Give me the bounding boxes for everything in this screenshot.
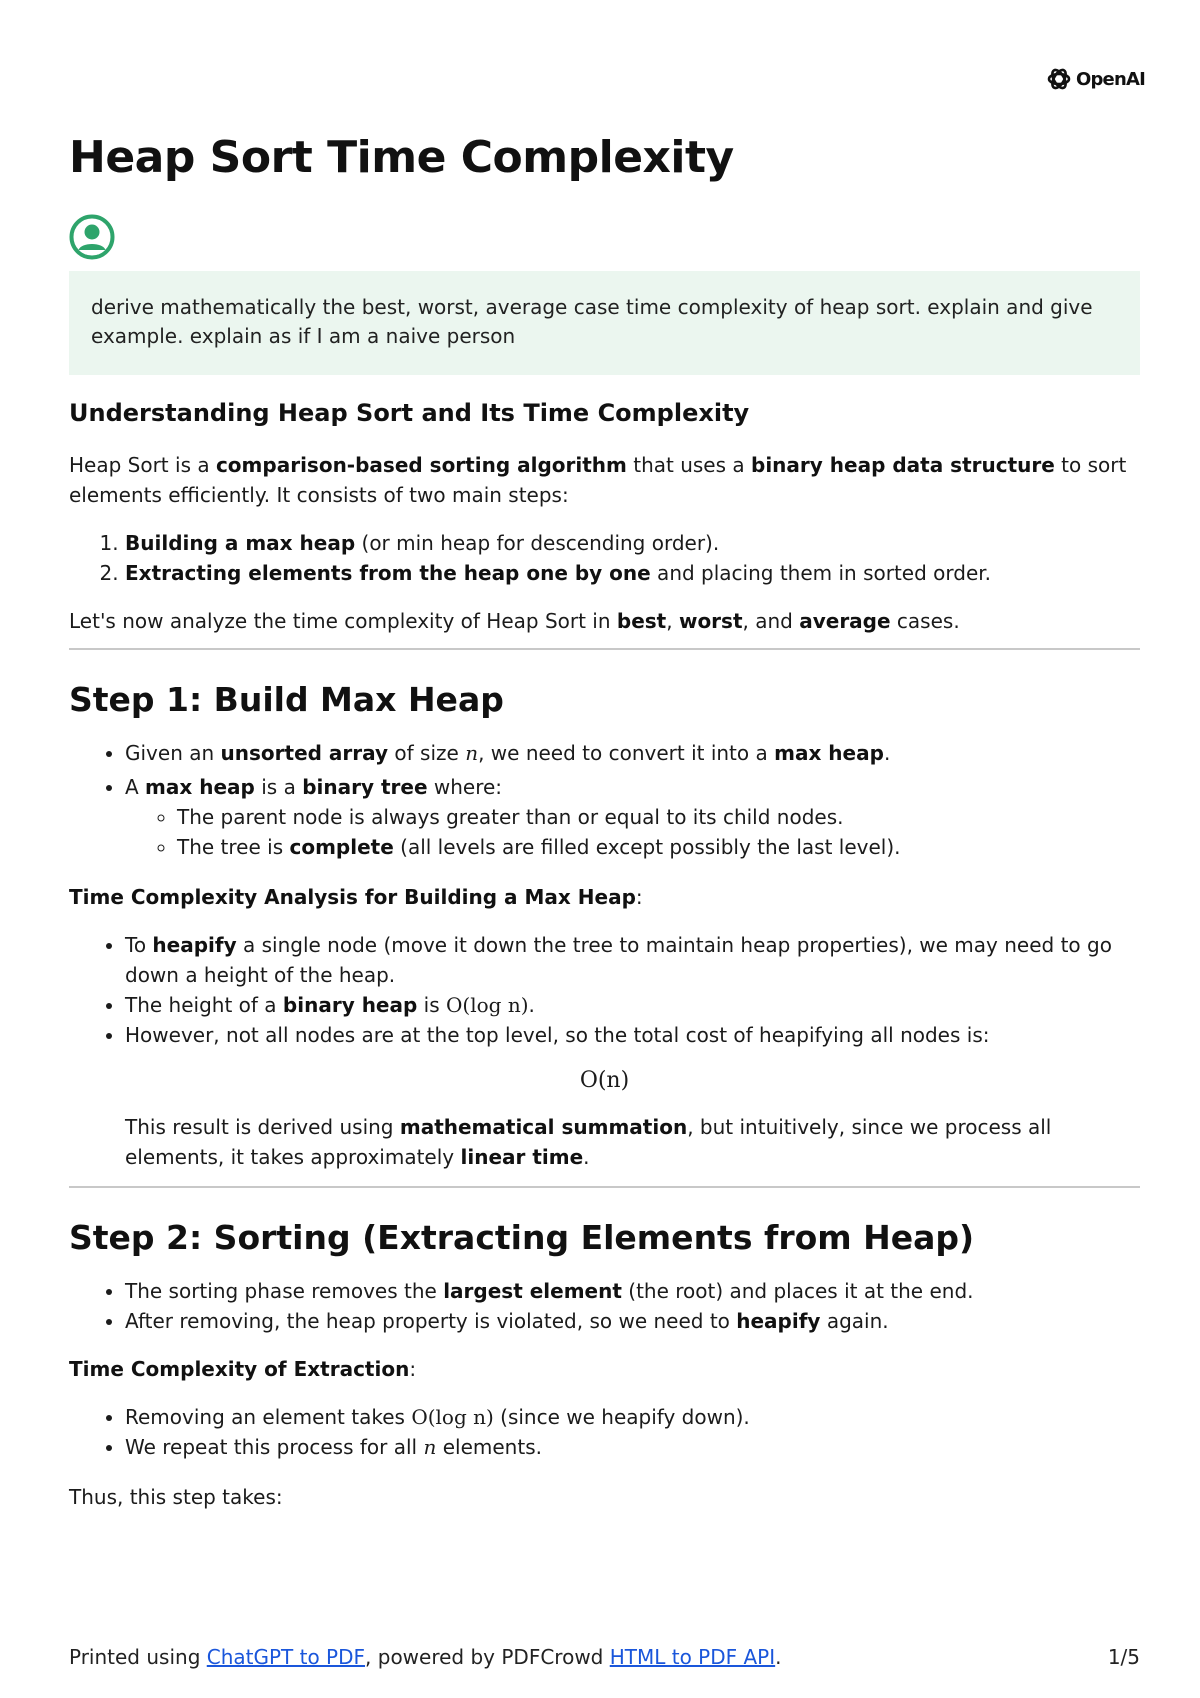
bold-text: comparison-based sorting algorithm [215, 453, 627, 477]
bold-text: heapify [736, 1309, 821, 1333]
text: to sort elements efficiently. It consists of two main steps: [69, 453, 1127, 507]
list-item [177, 802, 1140, 832]
bold-text: worst [678, 609, 743, 633]
bold-text: mathematical summation [399, 1115, 688, 1139]
text: The sorting phase removes the [125, 1279, 444, 1303]
step1-heading: Step 1: Build Max Heap [69, 680, 504, 719]
user-prompt-box [69, 271, 1140, 375]
openai-logo-text: OpenAI [1075, 68, 1145, 90]
math: n [423, 1435, 437, 1459]
openai-logo [1046, 66, 1145, 92]
sub-list [125, 802, 1140, 862]
list-item [125, 930, 1140, 990]
text: of size [388, 741, 466, 765]
intro-paragraph [69, 450, 1140, 510]
bold-text: average [799, 609, 891, 633]
openai-logo-icon [1046, 66, 1072, 92]
text: (or min heap for descending order). [355, 531, 720, 555]
step1-list [69, 738, 1140, 862]
bold-text: max heap [145, 775, 255, 799]
text: . [583, 1145, 590, 1169]
step2-list [69, 1276, 1140, 1336]
math: O(n) [579, 1068, 630, 1093]
text: cases. [890, 609, 960, 633]
text: . [883, 741, 891, 765]
equation [69, 1066, 1140, 1096]
text: and placing them in sorted order. [650, 561, 992, 585]
html-to-pdf-api-link[interactable]: HTML to PDF API [609, 1645, 776, 1669]
analysis-heading [69, 882, 1140, 912]
text: : [409, 1357, 417, 1381]
user-prompt-text: derive mathematically the best, worst, average case time complexity of heap sort. explain and give example. explain as if I am a naive person [91, 295, 1093, 348]
text: . [528, 993, 535, 1017]
text: Given an [125, 741, 221, 765]
user-avatar-icon [69, 214, 115, 260]
extraction-list [69, 1402, 1140, 1462]
text: a single node (move it down the tree to maintain heap properties), we may need to go down a height of the heap. [125, 933, 1112, 987]
text: . [775, 1645, 782, 1669]
text: The parent node is always greater than or equal to its child nodes. [177, 805, 844, 829]
list-item [177, 832, 1140, 862]
bold-text: max heap [774, 741, 884, 765]
extraction-heading [69, 1354, 1140, 1384]
bold-text: complete [289, 835, 394, 859]
text: The height of a [125, 993, 283, 1017]
list-item [125, 1432, 1140, 1462]
text: , [666, 609, 679, 633]
bold-text: unsorted array [220, 741, 389, 765]
text: elements. [436, 1435, 542, 1459]
list-item [125, 990, 1140, 1020]
text: (the root) and places it at the end. [621, 1279, 974, 1303]
text: : [635, 885, 643, 909]
text: We repeat this process for all [125, 1435, 424, 1459]
steps-list [69, 528, 1140, 588]
text: (since we heapify down). [493, 1405, 750, 1429]
text: where: [427, 775, 503, 799]
text: (all levels are filled except possibly the last level). [393, 835, 901, 859]
text: This result is derived using [125, 1115, 400, 1139]
text: A [125, 775, 146, 799]
list-item [125, 1402, 1140, 1432]
analysis-list [69, 930, 1140, 1172]
page-title: Heap Sort Time Complexity [69, 132, 734, 183]
chatgpt-to-pdf-link[interactable]: ChatGPT to PDF [206, 1645, 366, 1669]
bold-text: binary heap data structure [751, 453, 1055, 477]
analysis-intro [69, 606, 1140, 636]
text: that uses a [626, 453, 751, 477]
text: After removing, the heap property is violated, so we need to [125, 1309, 737, 1333]
bold-text: Time Complexity of Extraction [69, 1357, 410, 1381]
bold-text: Building a max heap [125, 531, 356, 555]
list-item [125, 1306, 1140, 1336]
page-footer [69, 1645, 1140, 1669]
divider [69, 648, 1140, 650]
bold-text: heapify [152, 933, 237, 957]
thus-text: Thus, this step takes: [69, 1485, 283, 1509]
list-item [125, 738, 1140, 768]
result-paragraph [125, 1112, 1140, 1172]
list-item [125, 528, 1140, 558]
response-content [69, 396, 1140, 1512]
text: , we need to convert it into a [478, 741, 775, 765]
list-item [125, 1020, 1140, 1172]
divider [69, 1186, 1140, 1188]
footer-credit [69, 1645, 782, 1669]
text: again. [820, 1309, 889, 1333]
bold-text: linear time [460, 1145, 584, 1169]
bold-text: binary heap [282, 993, 418, 1017]
step2-heading: Step 2: Sorting (Extracting Elements from Heap) [69, 1218, 975, 1257]
text: , and [742, 609, 800, 633]
text: Heap Sort is a [69, 453, 216, 477]
text: , powered by PDFCrowd [365, 1645, 610, 1669]
text: However, not all nodes are at the top level, so the total cost of heapifying all nodes is: [125, 1023, 990, 1047]
list-item [125, 772, 1140, 862]
text: To [125, 933, 153, 957]
math: O(log n) [446, 993, 529, 1017]
math: O(log n) [411, 1405, 494, 1429]
bold-text: largest element [443, 1279, 622, 1303]
text: , but intuitively, since we process all elements, it takes approximately [125, 1115, 1052, 1169]
bold-text: Time Complexity Analysis for Building a Max Heap [69, 885, 636, 909]
bold-text: binary tree [302, 775, 428, 799]
text: is [417, 993, 447, 1017]
text: Let's now analyze the time complexity of Heap Sort in [69, 609, 617, 633]
text: is a [254, 775, 303, 799]
bold-text: best [616, 609, 667, 633]
list-item [125, 1276, 1140, 1306]
list-item [125, 558, 1140, 588]
page-number: 1/5 [1107, 1645, 1140, 1669]
text: The tree is [177, 835, 290, 859]
text: Removing an element takes [125, 1405, 412, 1429]
bold-text: Extracting elements from the heap one by one [125, 561, 651, 585]
intro-heading: Understanding Heap Sort and Its Time Complexity [69, 399, 750, 427]
text: Printed using [69, 1645, 207, 1669]
math: n [465, 741, 479, 765]
